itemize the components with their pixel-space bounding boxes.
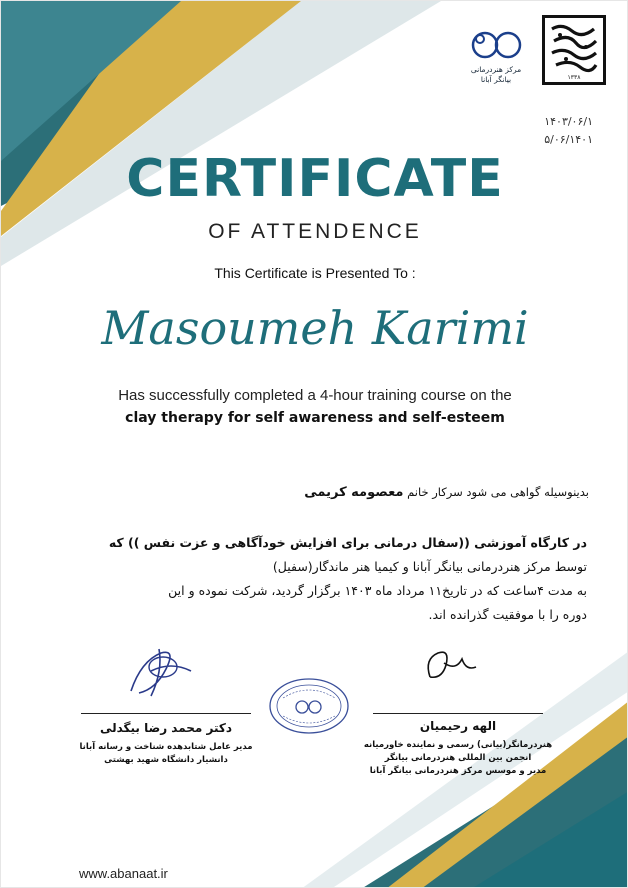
left-signature-line: [81, 713, 251, 714]
university-year: ۱۳۳۸: [567, 74, 581, 81]
org-name-line1: مرکز هنردرمانی: [470, 65, 522, 74]
persian-body-line-4: دوره را با موفقیت گذرانده اند.: [428, 607, 587, 622]
course-name: clay therapy for self awareness and self-esteem: [125, 410, 505, 426]
left-signature: [121, 641, 201, 701]
completion-text: Has successfully completed a 4-hour training course on the: [118, 387, 512, 404]
persian-body-line-2: توسط مرکز هنردرمانی بیانگر آبانا و کیمیا هنر ماندگار(سفیل): [272, 559, 587, 574]
recipient-name: Masoumeh Karimi: [101, 301, 529, 355]
right-signatory-title-3: مدیر و موسس مرکز هنردرمانی بیانگر آبانا: [369, 766, 547, 776]
persian-body-line-1: در کارگاه آموزشی ((سفال درمانی برای افزایش خودآگاهی و عزت نفس )) که: [108, 535, 587, 550]
date-2: ۵/۰۶/۱۴۰۱: [544, 133, 593, 146]
left-signatory-title-1: مدیر عامل شتابدهده شناخت و رسانه آبانا: [79, 742, 253, 752]
right-signatory-title-1: هنردرمانگر(بیانی) رسمی و نماینده خاورمیانه: [363, 740, 553, 750]
right-signature-line: [373, 713, 543, 714]
official-stamp: [267, 676, 351, 736]
persian-recipient-name: معصومه کریمی: [304, 485, 404, 500]
presented-to-text: This Certificate is Presented To :: [214, 265, 416, 281]
university-logo: [542, 15, 606, 85]
left-signatory-title-2: دانشیار دانشگاه شهید بهشتی: [104, 755, 228, 765]
date-1: ۱۴۰۳/۰۶/۱: [544, 115, 593, 128]
right-signatory-name: الهه رحیمیان: [419, 719, 497, 733]
left-signatory-name: دکتر محمد رضا بیگدلی: [99, 721, 233, 735]
org-circles-icon: [459, 25, 533, 61]
left-signatory: [61, 721, 271, 767]
persian-body: [39, 531, 587, 627]
persian-body-line-3: به مدت ۴ساعت که در تاریخ۱۱ مرداد ماه ۱۴۰۳ برگزار گردید، شرکت نموده و این: [168, 583, 587, 598]
persian-intro: [290, 485, 589, 500]
persian-intro-text: بدینوسیله گواهی می شود سرکار خانم: [407, 485, 589, 499]
right-signatory: [353, 719, 563, 778]
certificate-title: CERTIFICATE: [126, 149, 504, 209]
certificate-subtitle: OF ATTENDENCE: [208, 220, 422, 243]
website-link[interactable]: www.abanaat.ir: [79, 866, 168, 881]
right-signature: [416, 641, 486, 691]
org-logo: [459, 25, 533, 85]
right-signatory-title-2: انجمن بین المللی هنردرمانی بیانگر: [384, 753, 532, 763]
org-name-line2: بیانگر آبانا: [480, 75, 512, 84]
university-seal-text: [545, 48, 603, 49]
